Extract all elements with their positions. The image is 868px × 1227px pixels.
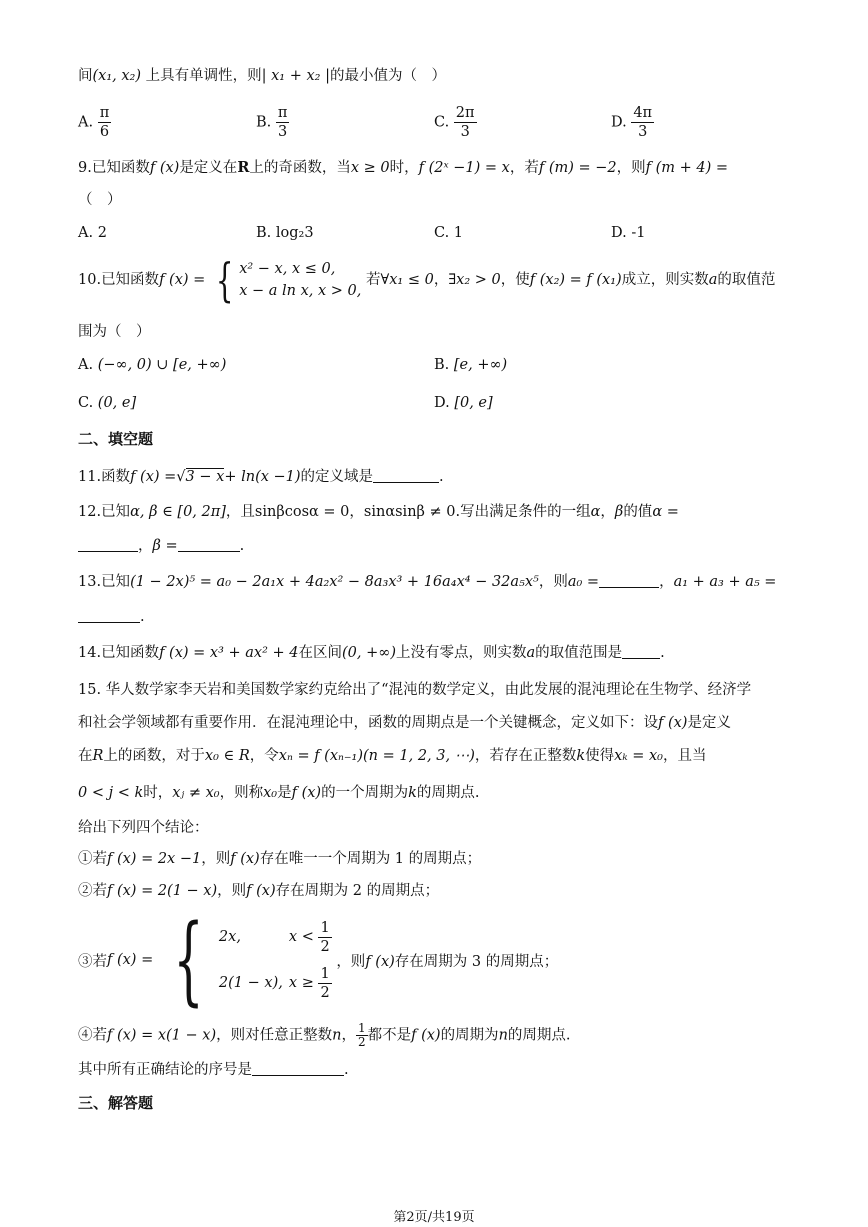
q15-xj-neq: xⱼ ≠ x₀: [172, 785, 220, 801]
fraction-numerator: π: [277, 105, 288, 121]
q15-text: ③若: [78, 953, 107, 970]
answer-blank[interactable]: [252, 1061, 344, 1076]
q15-function: f (x): [658, 715, 688, 731]
q10-stem: [78, 253, 776, 307]
q9-option-a[interactable]: [78, 223, 107, 243]
q8-option-b[interactable]: [256, 104, 289, 141]
fraction-numerator: 2π: [455, 105, 475, 121]
q12-text: ，: [349, 504, 364, 520]
q15-line-1: 15. 华人数学家李天岩和美国数学家约克给出了“混沌的数学定义，由此发展的混沌理论在生物学、经济学: [78, 682, 752, 698]
q9-option-c[interactable]: [434, 223, 463, 243]
q10-condition-2: ∃x₂ > 0: [448, 272, 501, 288]
q11-text: 函数: [101, 469, 131, 485]
q10-case-2: x − a ln x, x > 0,: [239, 283, 362, 299]
option-letter: D.: [611, 225, 627, 241]
q10-text: 若: [365, 272, 381, 288]
left-brace: {: [215, 253, 234, 307]
q15-text: ②若: [78, 883, 107, 899]
q14-text: 上没有零点，则实数: [395, 645, 527, 661]
q15-x0-in-r: x₀ ∈ R: [204, 748, 250, 764]
answer-blank-1[interactable]: [599, 573, 659, 588]
option-text: 2: [97, 225, 107, 241]
q15-c1-function: f (x) = 2x −1: [107, 851, 202, 867]
q9-text: 时，: [389, 160, 419, 176]
option-text: 1: [453, 225, 464, 241]
q10-option-a[interactable]: [78, 355, 226, 375]
q15-text: 使得: [585, 748, 615, 764]
fraction-numerator: 1: [320, 919, 330, 936]
q12-stem: [78, 502, 679, 522]
option-letter: B.: [434, 357, 450, 373]
question-number: 14.: [78, 645, 102, 661]
q12-alpha: α: [590, 504, 601, 520]
q12-alpha-eq: α =: [652, 504, 679, 520]
q13-text: ，: [659, 574, 674, 590]
q15-k: k: [576, 748, 586, 764]
q15-c3-tail: [336, 950, 558, 971]
q15-text: 的周期点.: [416, 785, 480, 801]
q12-beta-eq: β =: [152, 538, 178, 554]
q15-line-2: [78, 713, 731, 733]
option-letter: C.: [434, 225, 450, 241]
sqrt-sign: √: [176, 469, 186, 485]
q9-relation: f (2ˣ −1) = x: [418, 160, 510, 176]
q14-function: f (x) = x³ + ax² + 4: [159, 645, 299, 661]
q15-conclusion-1: [78, 849, 481, 869]
q9-text: 已知函数: [91, 160, 150, 176]
q8-stem: [78, 66, 446, 86]
option-text: -1: [631, 225, 646, 241]
q13-ask-2: a₁ + a₃ + a₅ =: [673, 574, 777, 590]
q9-text: ，若: [509, 160, 539, 176]
fraction-numerator: π: [99, 105, 110, 121]
q10-option-c[interactable]: [78, 393, 136, 413]
left-brace: {: [173, 904, 204, 1016]
fraction-denominator: 6: [99, 124, 110, 140]
option-fraction: [276, 104, 290, 141]
q15-text: ，则对任意正整数: [216, 1027, 333, 1044]
q15-text: 和社会学领域都有重要作用．在混沌理论中，函数的周期点是一个关键概念，定义如下：设: [78, 715, 658, 731]
q12-stem-line2: [78, 536, 244, 556]
q12-condition: α, β ∈ [0, 2π]: [130, 504, 226, 520]
q10-condition-1: ∀x₁ ≤ 0: [380, 272, 434, 288]
q15-c3-row-1: [219, 914, 332, 960]
q15-text: 时，: [143, 785, 173, 801]
q15-text: ，令: [249, 748, 279, 764]
fraction-denominator: 3: [278, 124, 288, 140]
q15-conclusion-4: [78, 1022, 571, 1049]
question-number: 9.: [78, 160, 92, 176]
q12-beta: β: [614, 504, 624, 520]
option-fraction: [98, 104, 112, 141]
q9-function: f (x): [149, 160, 180, 176]
q12-text: ，: [600, 504, 615, 520]
q14-stem: [78, 643, 665, 663]
option-letter: C.: [434, 114, 450, 131]
q15-text: ，则: [336, 953, 366, 970]
q15-c3-cond-2: x ≥: [288, 975, 314, 991]
q15-c3-function: f (x) =: [107, 952, 154, 968]
q13-text: 已知: [101, 574, 131, 590]
q15-text: 的周期点.: [507, 1027, 571, 1044]
q10-piecewise: [239, 258, 361, 302]
q11-text: .: [439, 469, 444, 485]
fraction-half: [356, 1022, 368, 1049]
q15-given-label: 给出下列四个结论：: [78, 820, 209, 836]
q13-text: .: [140, 609, 145, 625]
option-text: (−∞, 0) ∪ [e, +∞): [97, 357, 227, 373]
q13-equation: (1 − 2x)⁵ = a₀ − 2a₁x + 4a₂x² − 8a₃x³ + 16a₄x⁴ − 32a₅x⁵: [130, 574, 539, 590]
q15-function: f (x): [291, 785, 322, 801]
q15-n: n: [332, 1027, 342, 1044]
q8-option-a[interactable]: [78, 104, 111, 141]
option-letter: B.: [256, 114, 272, 131]
q15-text: 都不是: [367, 1027, 412, 1044]
q11-function: f (x) =: [130, 469, 177, 485]
q15-text: 存在周期为 2 的周期点；: [275, 883, 440, 899]
fraction-numerator: 1: [357, 1021, 366, 1035]
q12-equation-2: sinαsinβ ≠ 0: [363, 504, 456, 520]
option-letter: D.: [434, 395, 450, 411]
q10-text: ，使: [500, 272, 530, 288]
q8-interval: (x₁, x₂): [92, 68, 142, 84]
q9-real-set: R: [237, 159, 250, 176]
option-text: [0, e]: [454, 395, 493, 411]
fraction-denominator: 2: [320, 938, 330, 955]
q11-text: 的定义域是: [300, 469, 374, 485]
option-letter: B.: [256, 225, 272, 241]
q15-text: .: [344, 1062, 349, 1078]
q15-r: R: [92, 748, 104, 764]
q15-function: f (x): [365, 953, 395, 970]
q14-text: 在区间: [298, 645, 342, 661]
q12-text: .写出满足条件的一组: [455, 504, 591, 520]
fraction-denominator: 3: [460, 124, 470, 140]
q15-c3-cond-1: x <: [288, 929, 314, 945]
q8-expression: | x₁ + x₂ |: [261, 68, 330, 84]
q9-text: 上的奇函数，当: [249, 160, 351, 176]
q11-radicand: 3 − x: [185, 469, 225, 485]
answer-blank[interactable]: [373, 468, 439, 483]
q14-interval: (0, +∞): [341, 645, 396, 661]
q14-text: 已知函数: [101, 645, 160, 661]
q15-xk-eq: xₖ = x₀: [614, 748, 663, 764]
q13-ask-1: a₀ =: [567, 574, 600, 590]
q12-text: ，且: [225, 504, 255, 520]
option-letter: A.: [78, 225, 94, 241]
q14-text: .: [660, 645, 665, 661]
q9-answer-paren: （ ）: [78, 192, 122, 208]
option-letter: C.: [78, 395, 94, 411]
q15-n: n: [498, 1027, 508, 1044]
q10-text: ，: [433, 272, 449, 288]
q11-expression: + ln(x −1): [224, 469, 301, 485]
q8-text: 上具有单调性，则: [141, 68, 262, 84]
q15-c3-case-1: 2x,: [218, 929, 241, 945]
option-letter: A.: [78, 357, 94, 373]
fraction-half: [318, 965, 331, 1002]
q15-text: 的周期为: [440, 1027, 499, 1044]
q15-c3-case-2: 2(1 − x),: [218, 975, 283, 991]
q15-line-3: [78, 746, 707, 766]
q12-text: ，: [138, 538, 153, 554]
q10-text: 成立，则实数: [621, 272, 709, 288]
page-footer: 第2页/共19页: [393, 1210, 475, 1225]
q8-text: 的最小值为（ ）: [329, 68, 446, 84]
q15-text: 在: [78, 748, 93, 764]
fraction-half: [318, 919, 331, 956]
q12-text: 已知: [101, 504, 131, 520]
question-number: 12.: [78, 504, 102, 520]
fraction-denominator: 2: [357, 1035, 366, 1049]
q9-ask: f (m + 4) =: [645, 160, 729, 176]
q15-function: f (x): [411, 1027, 441, 1044]
q15-iteration: xₙ = f (xₙ₋₁)(n = 1, 2, 3, ⋯): [278, 748, 475, 764]
q15-text: 是定义: [687, 715, 731, 731]
q14-param-a: a: [526, 645, 536, 661]
q15-conclusion-3: [78, 904, 559, 1016]
q15-k: k: [408, 785, 417, 801]
q10-text: 已知函数: [101, 272, 160, 288]
q10-equation: f (x₂) = f (x₁): [529, 272, 622, 288]
q15-c2-function: f (x) = 2(1 − x): [107, 883, 218, 899]
q10-case-1: x² − x, x ≤ 0,: [239, 261, 336, 277]
q15-conclusion-2: [78, 881, 439, 901]
q15-text: 上的函数，对于: [103, 748, 205, 764]
q10-stem-line2: 围为（ ）: [78, 324, 151, 340]
q9-stem: [78, 158, 728, 178]
q9-option-d[interactable]: [611, 223, 645, 243]
option-fraction: [454, 104, 477, 141]
q10-option-d[interactable]: [434, 393, 493, 413]
q15-text: 是: [277, 785, 292, 801]
q15-text: ④若: [78, 1027, 107, 1044]
section-heading-solutions: 三、解答题: [78, 1094, 154, 1112]
answer-blank-beta[interactable]: [178, 537, 240, 552]
q9-option-b[interactable]: [256, 223, 314, 243]
q8-text: 间: [78, 68, 93, 84]
q8-option-c[interactable]: [434, 104, 477, 141]
answer-blank-2[interactable]: [78, 608, 140, 623]
q15-function: f (x): [246, 883, 276, 899]
question-number: 13.: [78, 574, 102, 590]
q15-ask: [78, 1060, 349, 1080]
fraction-numerator: 4π: [633, 105, 653, 121]
q9-given: f (m) = −2: [538, 160, 617, 176]
q12-equation-1: sinβcosα = 0: [254, 504, 350, 520]
q15-text: ，则: [217, 883, 247, 899]
option-text: (0, e]: [97, 395, 137, 411]
q9-condition: x ≥ 0: [350, 160, 390, 176]
option-letter: A.: [78, 114, 94, 131]
q9-text: 是定义在: [179, 160, 238, 176]
q15-function: f (x): [230, 851, 260, 867]
fraction-numerator: 1: [320, 965, 330, 982]
q15-text: 存在周期为 3 的周期点；: [394, 953, 559, 970]
question-number: 11.: [78, 469, 102, 485]
q15-text: 存在唯一一个周期为 1 的周期点；: [259, 851, 482, 867]
q11-stem: [78, 467, 444, 487]
q15-text: ，则称: [219, 785, 264, 801]
q8-option-d[interactable]: [611, 104, 654, 141]
q15-line-4: [78, 783, 480, 803]
q10-function: f (x) =: [159, 272, 206, 288]
section-heading-fill-blank: 二、填空题: [78, 430, 154, 448]
answer-blank-alpha[interactable]: [78, 537, 138, 552]
option-text: [e, +∞): [453, 357, 508, 373]
q15-text: ，若存在正整数: [474, 748, 577, 764]
option-letter: D.: [611, 114, 627, 131]
q10-param-a: a: [708, 272, 718, 288]
question-number: 10.: [78, 272, 102, 288]
answer-blank[interactable]: [622, 644, 660, 659]
fraction-denominator: 3: [638, 124, 648, 140]
q15-text: ，: [341, 1027, 356, 1044]
q13-text: ，则: [538, 574, 568, 590]
q15-text: ，则: [201, 851, 231, 867]
option-fraction: [631, 104, 654, 141]
q15-c4-function: f (x) = x(1 − x): [107, 1027, 217, 1044]
q14-text: 的取值范围是: [535, 645, 623, 661]
q15-text: 其中所有正确结论的序号是: [78, 1062, 252, 1078]
q15-x0: x₀: [263, 785, 278, 801]
fraction-denominator: 2: [320, 984, 330, 1001]
q15-j-range: 0 < j < k: [78, 785, 144, 801]
q12-text: 的值: [623, 504, 653, 520]
q10-text: 的取值范: [717, 272, 776, 288]
q13-stem: [78, 572, 776, 592]
q10-option-b[interactable]: [434, 355, 507, 375]
q15-text: ①若: [78, 851, 107, 867]
q12-text: .: [239, 538, 245, 554]
q15-c3-row-2: [219, 960, 332, 1006]
q15-text: ，且当: [663, 748, 707, 764]
q9-text: ，则: [616, 160, 646, 176]
option-text: log₂3: [275, 225, 314, 241]
q15-text: 的一个周期为: [321, 785, 409, 801]
q15-c3-piecewise: [219, 914, 332, 1006]
q13-stem-line2: [78, 607, 145, 627]
